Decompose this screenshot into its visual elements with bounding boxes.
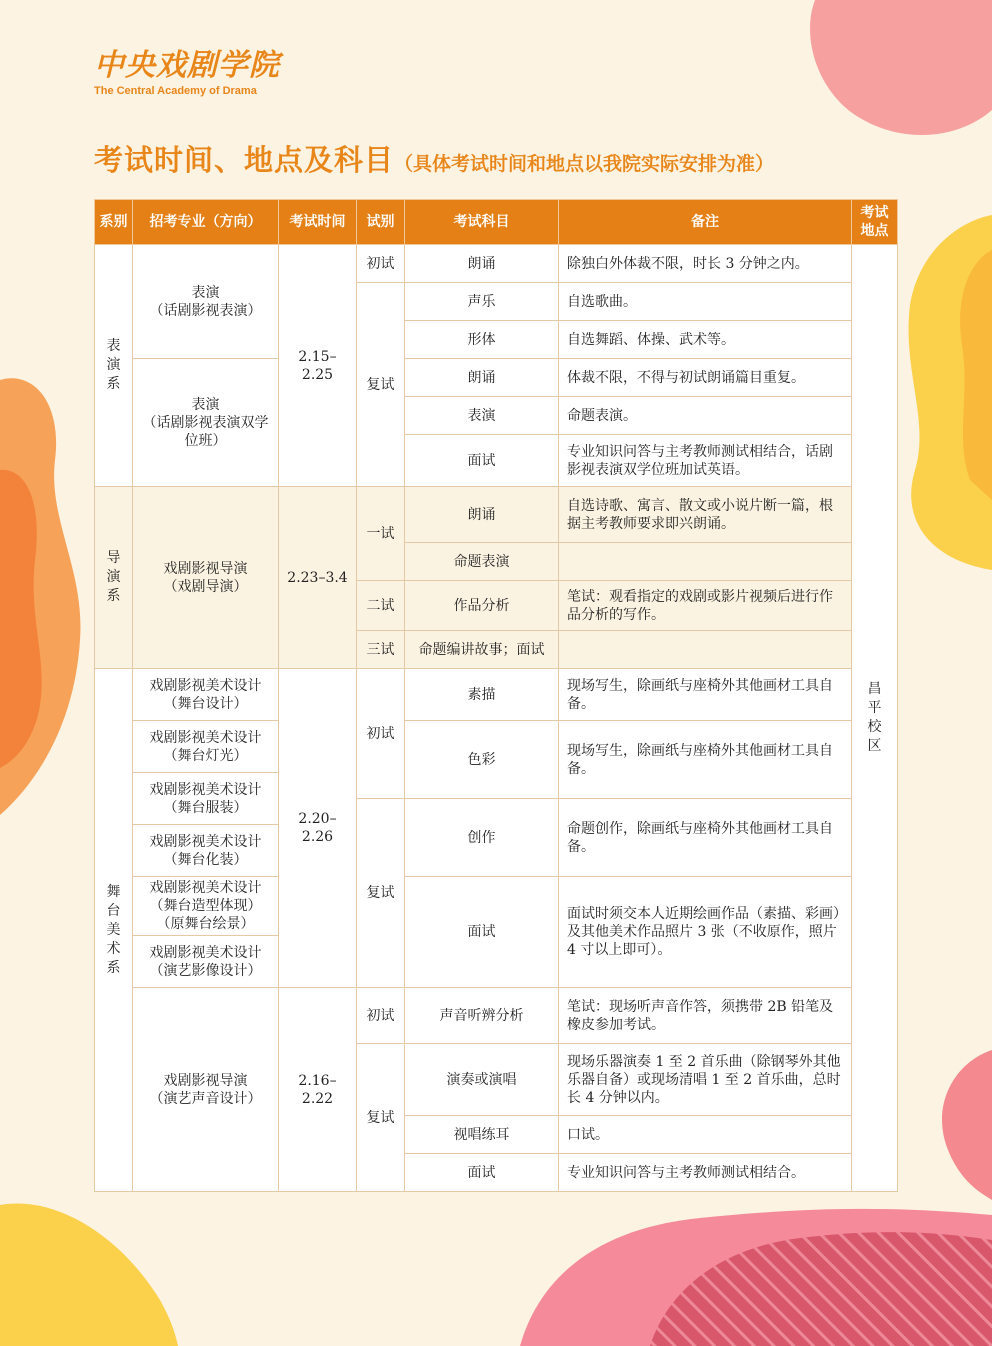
- subject-cell: 面试: [405, 1154, 559, 1192]
- note-cell: 笔试：现场听声音作答，须携带 2B 铅笔及橡皮参加考试。: [559, 988, 852, 1044]
- note-cell: 除独白外体裁不限，时长 3 分钟之内。: [559, 245, 852, 283]
- subject-cell: 视唱练耳: [405, 1116, 559, 1154]
- note-cell: 现场乐器演奏 1 至 2 首乐曲（除钢琴外其他乐器自备）或现场清唱 1 至 2 首乐曲，总时长 4 分钟以内。: [559, 1044, 852, 1116]
- note-cell: 自选歌曲。: [559, 283, 852, 321]
- table-header-row: [95, 200, 898, 245]
- major-cell: 戏剧影视美术设计 （演艺影像设计）: [133, 936, 279, 988]
- time-cell: 2.20–2.26: [279, 669, 357, 988]
- note-cell: 专业知识问答与主考教师测试相结合，话剧影视表演双学位班加试英语。: [559, 435, 852, 487]
- subject-cell: 演奏或演唱: [405, 1044, 559, 1116]
- subject-cell: 创作: [405, 799, 559, 877]
- subject-cell: 表演: [405, 397, 559, 435]
- time-cell: 2.16–2.22: [279, 988, 357, 1192]
- note-cell: [559, 631, 852, 669]
- major-cell: 戏剧影视导演 （演艺声音设计）: [133, 988, 279, 1192]
- dept-cell: [95, 487, 133, 669]
- table-row: [95, 669, 898, 695]
- subject-cell: 朗诵: [405, 245, 559, 283]
- header-subject: 考试科目: [405, 200, 559, 245]
- dept-directing: 导演系: [106, 550, 121, 604]
- note-cell: 自选舞蹈、体操、武术等。: [559, 321, 852, 359]
- dept-stage: 舞台美术系: [106, 883, 121, 976]
- note-cell: [559, 543, 852, 581]
- subject-cell: 命题编讲故事；面试: [405, 631, 559, 669]
- time-cell: 2.15–2.25: [279, 245, 357, 487]
- major-cell: 表演 （话剧影视表演双学 位班）: [133, 359, 279, 487]
- page-title: [94, 138, 774, 179]
- note-cell: 命题创作，除画纸与座椅外其他画材工具自备。: [559, 799, 852, 877]
- subject-cell: 形体: [405, 321, 559, 359]
- major-cell: 戏剧影视美术设计 （舞台设计）: [133, 669, 279, 721]
- major-cell: 戏剧影视美术设计 （舞台服装）: [133, 773, 279, 825]
- note-cell: 现场写生，除画纸与座椅外其他画材工具自备。: [559, 721, 852, 799]
- subject-cell: 声音听辨分析: [405, 988, 559, 1044]
- header-round: 试别: [357, 200, 405, 245]
- major-cell: 戏剧影视导演 （戏剧导演）: [133, 487, 279, 669]
- exam-schedule-table: [94, 199, 898, 1192]
- header-major: 招考专业（方向）: [133, 200, 279, 245]
- round-cell: 初试: [357, 245, 405, 283]
- note-cell: 专业知识问答与主考教师测试相结合。: [559, 1154, 852, 1192]
- blob-right-pink: [942, 1050, 992, 1200]
- header-location: 考试 地点: [852, 200, 898, 245]
- subject-cell: 声乐: [405, 283, 559, 321]
- time-cell: 2.23–3.4: [279, 487, 357, 669]
- title-main: 考试时间、地点及科目: [94, 143, 395, 177]
- round-cell: 一试: [357, 487, 405, 581]
- major-cell: 戏剧影视美术设计 （舞台化装）: [133, 825, 279, 877]
- note-cell: 命题表演。: [559, 397, 852, 435]
- major-cell: 戏剧影视美术设计 （舞台灯光）: [133, 721, 279, 773]
- header-time: 考试时间: [279, 200, 357, 245]
- subject-cell: 色彩: [405, 721, 559, 799]
- blob-bottom-left: [0, 1203, 178, 1346]
- subject-cell: 面试: [405, 877, 559, 988]
- dept-cell: [95, 245, 133, 487]
- header-note: 备注: [559, 200, 852, 245]
- round-cell: 复试: [357, 799, 405, 988]
- table-row: [95, 721, 898, 773]
- round-cell: 初试: [357, 669, 405, 799]
- note-cell: 笔试：观看指定的戏剧或影片视频后进行作品分析的写作。: [559, 581, 852, 631]
- subject-cell: 朗诵: [405, 359, 559, 397]
- subject-cell: 作品分析: [405, 581, 559, 631]
- location-cell: [852, 245, 898, 1192]
- subject-cell: 面试: [405, 435, 559, 487]
- round-cell: 复试: [357, 283, 405, 487]
- dept-acting: 表演系: [106, 338, 121, 392]
- note-cell: 面试时须交本人近期绘画作品（素描、彩画）及其他美术作品照片 3 张（不收原作，照片 4 寸以上即可）。: [559, 877, 852, 988]
- round-cell: 三试: [357, 631, 405, 669]
- round-cell: 二试: [357, 581, 405, 631]
- round-cell: 复试: [357, 1044, 405, 1192]
- table-row: [95, 359, 898, 397]
- major-cell: 戏剧影视美术设计 （舞台造型体现） （原舞台绘景）: [133, 877, 279, 936]
- logo-english: The Central Academy of Drama: [94, 85, 257, 97]
- note-cell: 现场写生，除画纸与座椅外其他画材工具自备。: [559, 669, 852, 721]
- round-cell: 初试: [357, 988, 405, 1044]
- blob-top-right: [810, 0, 992, 135]
- table-row: [95, 245, 898, 283]
- note-cell: 体裁不限，不得与初试朗诵篇目重复。: [559, 359, 852, 397]
- table-row: [95, 487, 898, 543]
- table-row: [95, 877, 898, 907]
- logo-chinese: 中央戏剧学院: [94, 48, 280, 83]
- subject-cell: 命题表演: [405, 543, 559, 581]
- note-cell: 自选诗歌、寓言、散文或小说片断一篇，根据主考教师要求即兴朗诵。: [559, 487, 852, 543]
- note-cell: 口试。: [559, 1116, 852, 1154]
- subject-cell: 朗诵: [405, 487, 559, 543]
- academy-logo: [94, 48, 280, 98]
- dept-cell: [95, 669, 133, 1192]
- title-note: （具体考试时间和地点以我院实际安排为准）: [394, 153, 775, 175]
- major-cell: 表演 （话剧影视表演）: [133, 245, 279, 359]
- location-text: 昌平校区: [867, 681, 882, 754]
- subject-cell: 素描: [405, 669, 559, 721]
- table-row: [95, 988, 898, 1044]
- header-dept: 系别: [95, 200, 133, 245]
